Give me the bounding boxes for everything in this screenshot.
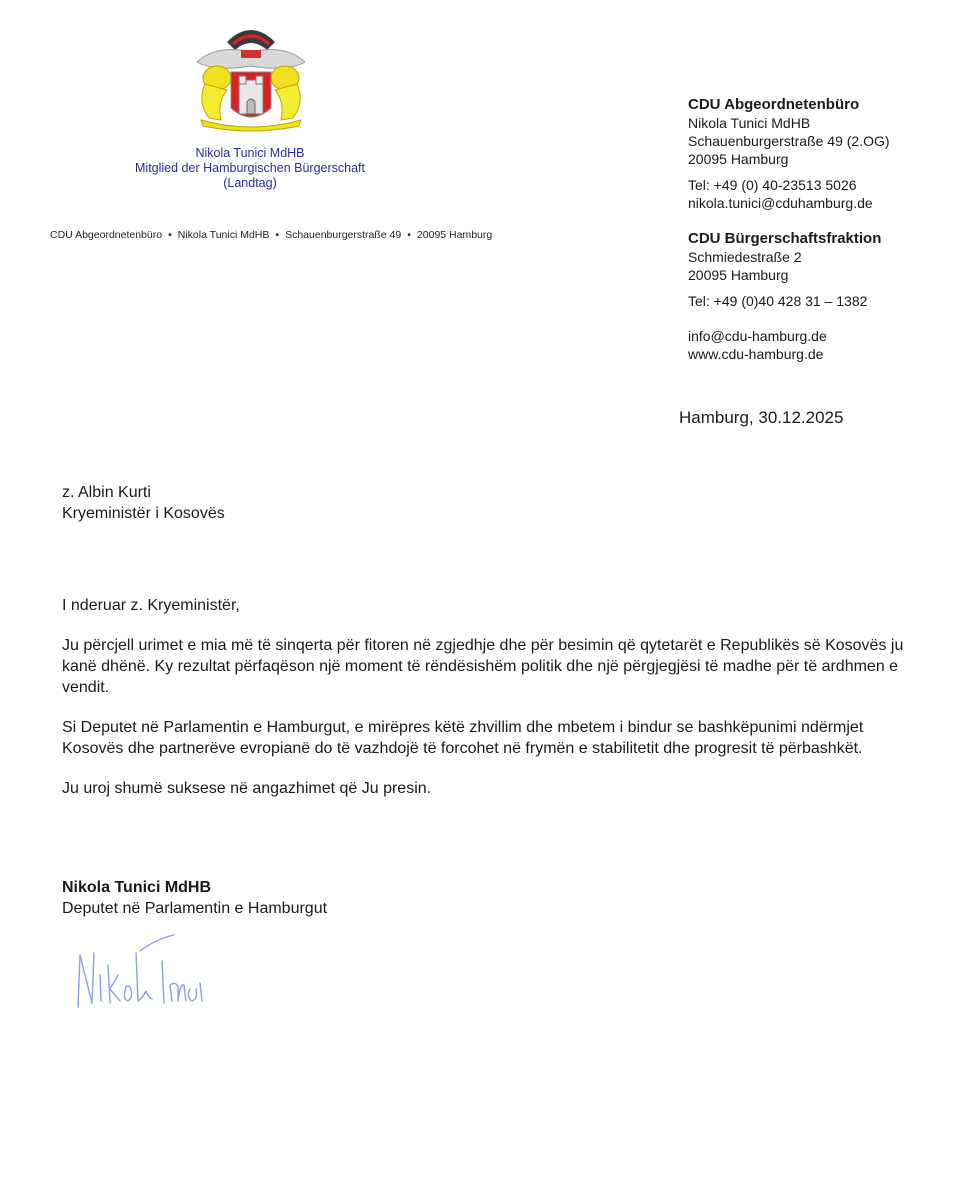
contact-office-email[interactable]: nikola.tunici@cduhamburg.de: [688, 195, 873, 211]
contact-faction-heading: CDU Bürgerschaftsfraktion: [688, 230, 882, 247]
contact-office-name: Nikola Tunici MdHB: [688, 115, 811, 131]
separator-dot: •: [407, 229, 411, 241]
return-address-office: CDU Abgeordnetenbüro: [50, 229, 163, 241]
recipient-name: z. Albin Kurti: [62, 484, 151, 501]
body-paragraph: Si Deputet në Parlamentin e Hamburgut, e mirëpres këtë zhvillim dhe mbetem i bindur se bashkëpunimi ndërmjet Kosovës dhe partnerëve evropianë do të vazhdojë të forcohet në frymën e stabilitetit dhe progresit të përbashkët.: [62, 719, 864, 757]
contact-office-heading: CDU Abgeordnetenbüro: [688, 96, 860, 113]
return-address-name: Nikola Tunici MdHB: [177, 229, 270, 241]
handwritten-signature: [70, 925, 210, 1015]
body-paragraph: Ju uroj shumë suksese në angazhimet që Ju presin.: [62, 780, 432, 797]
contact-faction-street: Schmiedestraße 2: [688, 249, 802, 265]
separator-dot: •: [275, 229, 280, 241]
letterhead-member-name: Nikola Tunici MdHB: [195, 146, 305, 160]
return-address-line: [50, 229, 492, 241]
letterhead-member-block: [100, 146, 400, 191]
contact-faction-city: 20095 Hamburg: [688, 267, 789, 283]
separator-dot: •: [168, 229, 172, 241]
letter-date: Hamburg, 30.12.2025: [679, 408, 844, 427]
hamburg-coat-of-arms-logo: [187, 22, 315, 134]
letterhead-parliament: (Landtag): [223, 176, 277, 190]
sender-name: Nikola Tunici MdHB: [62, 879, 212, 896]
letterhead-member-title: Mitglied der Hamburgischen Bürgerschaft: [135, 161, 365, 175]
contact-faction-phone: Tel: +49 (0)40 428 31 – 1382: [688, 293, 868, 309]
return-address-street: Schauenburgerstraße 49: [285, 229, 402, 241]
closing-block: [62, 877, 327, 919]
recipient-title: Kryeministër i Kosovës: [62, 505, 225, 522]
contact-office-phone: Tel: +49 (0) 40-23513 5026: [688, 177, 857, 193]
recipient-block: [62, 482, 225, 524]
sender-role: Deputet në Parlamentin e Hamburgut: [62, 900, 328, 917]
contact-office-street: Schauenburgerstraße 49 (2.OG): [688, 133, 890, 149]
return-address-city: 20095 Hamburg: [416, 229, 493, 241]
contact-faction-email[interactable]: info@cdu-hamburg.de: [688, 328, 827, 344]
letter-body: [62, 595, 922, 818]
body-paragraph: Ju përcjell urimet e mia më të sinqerta për fitoren në zgjedhje dhe për besimin që qytetarët e Republikës së Kosovës ju kanë dhënë. Ky rezultat përfaqëson një moment të rëndësishëm politik dhe një përgjegjësi të madhe për të ardhmen e vendit.: [62, 637, 904, 696]
contact-faction-block: [688, 230, 948, 363]
contact-office-block: [688, 96, 948, 212]
contact-office-city: 20095 Hamburg: [688, 151, 789, 167]
salutation: I nderuar z. Kryeministër,: [62, 597, 240, 614]
contact-faction-website[interactable]: www.cdu-hamburg.de: [688, 346, 824, 362]
